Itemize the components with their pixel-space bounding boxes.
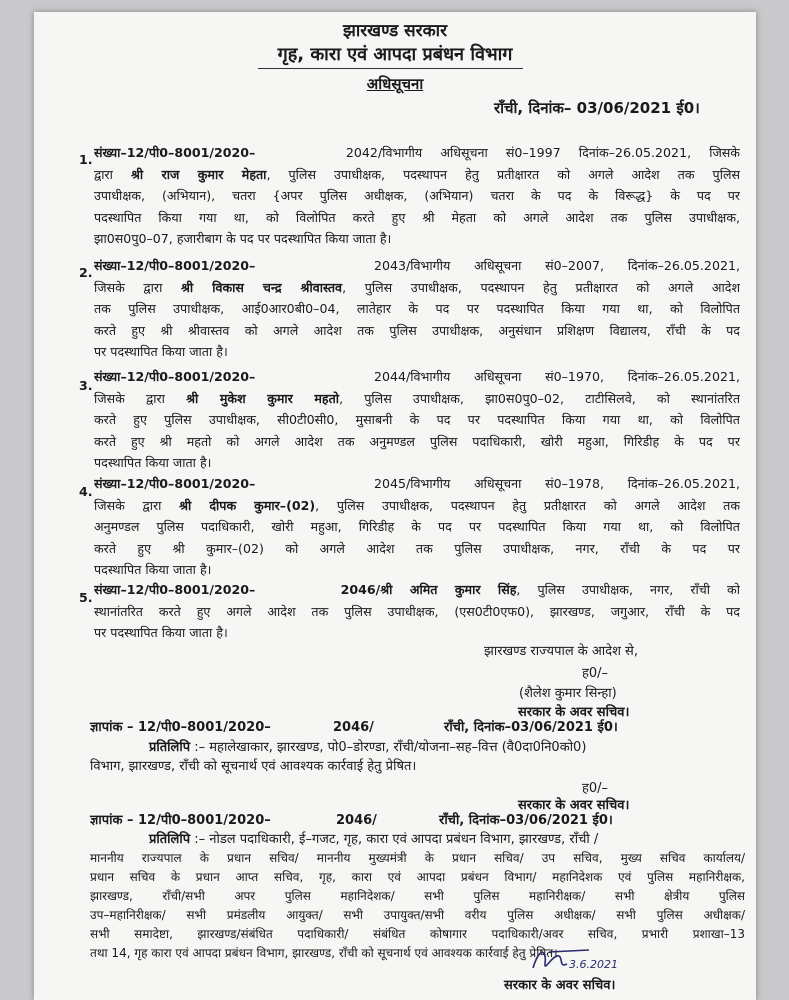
recipient-line: तथा 14, गृह कारा एवं आपदा प्रबंधन विभाग, झारखण्ड, राँची को सूचनार्थ एवं आवश्यक कार्रवाई हेतु प्रेषित।	[90, 946, 558, 960]
notification-item	[94, 579, 740, 644]
recipient-line: झारखण्ड, राँची/सभी अपर पुलिस महानिदेशक/ सभी पुलिस महानिरीक्षक/ सभी क्षेत्रीय पुलिस	[90, 889, 745, 903]
item-line: जिसके द्वारा श्री मुकेश कुमार महतो, पुलिस उपाधीक्षक, झा0स0पु0–02, टाटीसिलवे, को स्थानांतरित	[94, 390, 740, 406]
notification-item	[94, 142, 740, 250]
item-line: झा0स0पु0–07, हजारीबाग के पद पर पदस्थापित किया जाता है।	[94, 231, 392, 246]
recipient-line: माननीय राज्यपाल के प्रधान सचिव/ माननीय मुख्यमंत्री के प्रधान सचिव/ उप सचिव, मुख्य सचिव कार्यालय/	[90, 851, 745, 865]
item-line: पदस्थापित किया जाता है।	[94, 455, 212, 470]
government-heading: झारखण्ड सरकार	[342, 21, 448, 41]
memo-date: राँची, दिनांक–03/06/2021 ई0।	[444, 720, 618, 735]
recipient-line: सभी समादेष्टा, झारखण्ड/संबंधित पदाधिकारी/ संबंधित कोषागार पदाधिकारी/अवर सचिव, प्रभारी प्रशाखा–13	[90, 927, 745, 941]
memo-reference: ज्ञापांक – 12/पी0–8001/2020–	[90, 813, 271, 828]
document-page	[34, 12, 756, 1000]
memo-number: 2046/	[333, 720, 374, 735]
item-line: संख्या–12/पी0–8001/2020– 2043/विभागीय अधिसूचना सं0–2007, दिनांक–26.05.2021,	[94, 258, 740, 273]
copy-line: प्रतिलिपि :– महालेखाकार, झारखण्ड, पो0–डोरण्डा, राँची/योजना–सह–वित्त (वै0दा0नि0को0)	[149, 740, 587, 755]
item-line: संख्या–12/पी0–8001/2020– 2045/विभागीय अधिसूचना सं0–1978, दिनांक–26.05.2021,	[94, 476, 740, 491]
signed-mark: ह0/–	[582, 666, 609, 681]
item-line: संख्या–12/पी0–8001/2020– 2046/श्री अमित कुमार सिंह, पुलिस उपाधीक्षक, नगर, राँची को	[94, 582, 740, 597]
item-line: संख्या–12/पी0–8001/2020– 2042/विभागीय अधिसूचना सं0–1997 दिनांक–26.05.2021, जिसके	[94, 145, 740, 160]
signatory-name: (शैलेश कुमार सिन्हा)	[519, 686, 617, 701]
item-line: करते हुए श्री महतो को अगले आदेश तक अनुमण्डल पुलिस पदाधिकारी, खोरी महुआ, गिरिडीह के पद पर	[94, 433, 740, 449]
item-line: उपाधीक्षक, (अभियान), चतरा {अपर पुलिस अधीक्षक, (अभियान) चतरा के पद के विरूद्ध} के पद पर	[94, 188, 740, 203]
item-number: 2.	[79, 265, 93, 280]
copy-recipients	[90, 849, 745, 963]
item-line: स्थानांतरित करते हुए अगले आदेश तक पुलिस उपाधीक्षक, (एस0टी0एफ0), झारखण्ड, जगुआर, राँची के पद	[94, 603, 740, 619]
item-line: पर पदस्थापित किया जाता है।	[94, 625, 228, 640]
item-line: पदस्थापित किया जाता है।	[94, 562, 212, 577]
officer-name: श्री राज कुमार मेहता	[130, 166, 267, 182]
recipient-line: उप–महानिरीक्षक/ सभी प्रमंडलीय आयुक्त/ सभी उपायुक्त/सभी वरीय पुलिस अधीक्षक/ सभी पुलिस अधीक्षक/	[90, 908, 745, 922]
item-line: संख्या–12/पी0–8001/2020– 2044/विभागीय अधिसूचना सं0–1970, दिनांक–26.05.2021,	[94, 369, 740, 384]
officer-name: श्री अमित कुमार सिंह	[380, 582, 517, 597]
item-number: 5.	[79, 590, 93, 605]
item-line: करते हुए श्री श्रीवास्तव को अगले आदेश तक पुलिस उपाधीक्षक, अनुसंधान प्रशिक्षण विद्यालय, राँची के पद	[94, 322, 740, 338]
item-line: द्वारा श्री राज कुमार मेहता, पुलिस उपाधीक्षक, पदस्थापन हेतु प्रतीक्षारत को अगले आदेश तक पुलिस	[94, 166, 740, 182]
notification-item	[94, 366, 740, 474]
item-line: तक पुलिस उपाधीक्षक, आई0आर0बी0–04, लातेहार के पद पर पदस्थापित किया गया था, को विलोपित	[94, 301, 740, 316]
item-line: पदस्थापित किया गया था, को विलोपित करते हुए श्री मेहता को अगले आदेश तक पुलिस उपाधीक्षक,	[94, 209, 740, 225]
memo-reference: ज्ञापांक – 12/पी0–8001/2020–	[90, 720, 271, 735]
recipient-line: प्रधान सचिव के प्रधान आप्त सचिव, गृह, कारा एवं आपदा प्रबंधन विभाग/ महानिदेशक एवं पुलिस महानिरीक्षक,	[90, 870, 745, 884]
signature-date: 3.6.2021	[569, 958, 618, 971]
signatory-designation: सरकार के अवर सचिव।	[504, 978, 616, 993]
item-line: करते हुए पुलिस उपाधीक्षक, सी0टी0सी0, मुसाबनी के पद पर पदस्थापित किया गया था, को विलोपित	[94, 412, 740, 427]
copy-line: प्रतिलिपि :– नोडल पदाधिकारी, ई–गजट, गृह, कारा एवं आपदा प्रबंधन विभाग, झारखण्ड, राँची /	[149, 832, 599, 847]
memo-date: राँची, दिनांक–03/06/2021 ई0।	[439, 813, 613, 828]
notification-item	[94, 473, 740, 581]
signatory-designation: सरकार के अवर सचिव।	[518, 798, 630, 813]
item-line: जिसके द्वारा श्री विकास चन्द्र श्रीवास्तव, पुलिस उपाधीक्षक, पदस्थापन हेतु प्रतीक्षारत को अगले आदेश	[94, 279, 740, 295]
handwritten-signature	[529, 944, 629, 976]
signed-mark: ह0/–	[582, 781, 609, 796]
signatory-designation: सरकार के अवर सचिव।	[518, 705, 630, 720]
copy-line: विभाग, झारखण्ड, राँची को सूचनार्थ एवं आवश्यक कार्रवाई हेतु प्रेषित।	[90, 759, 417, 774]
item-line: जिसके द्वारा श्री दीपक कुमार–(02), पुलिस उपाधीक्षक, पदस्थापन हेतु प्रतीक्षारत को अगले आदेश तक	[94, 497, 740, 513]
heading-divider	[258, 68, 523, 69]
item-number: 3.	[79, 378, 93, 393]
item-number: 4.	[79, 484, 93, 499]
notification-date: राँची, दिनांक– 03/06/2021 ई0।	[494, 99, 700, 117]
item-number: 1.	[79, 152, 93, 167]
by-order-text: झारखण्ड राज्यपाल के आदेश से,	[484, 644, 638, 659]
department-heading: गृह, कारा एवं आपदा प्रबंधन विभाग	[277, 44, 513, 65]
officer-name: श्री मुकेश कुमार महतो	[186, 390, 340, 406]
item-line: पर पदस्थापित किया जाता है।	[94, 344, 228, 359]
officer-name: श्री दीपक कुमार–(02)	[179, 497, 316, 513]
memo-number: 2046/	[336, 813, 377, 828]
item-line: अनुमण्डल पुलिस पदाधिकारी, खोरी महुआ, गिरिडीह के पद पर पदस्थापित किया गया था, को विलोपित	[94, 519, 740, 534]
item-line: करते हुए श्री कुमार–(02) को अगले आदेश तक पुलिस उपाधीक्षक, नगर, राँची के पद पर	[94, 540, 740, 556]
notification-item	[94, 255, 740, 363]
notification-title: अधिसूचना	[366, 75, 424, 93]
officer-name: श्री विकास चन्द्र श्रीवास्तव	[181, 279, 343, 295]
